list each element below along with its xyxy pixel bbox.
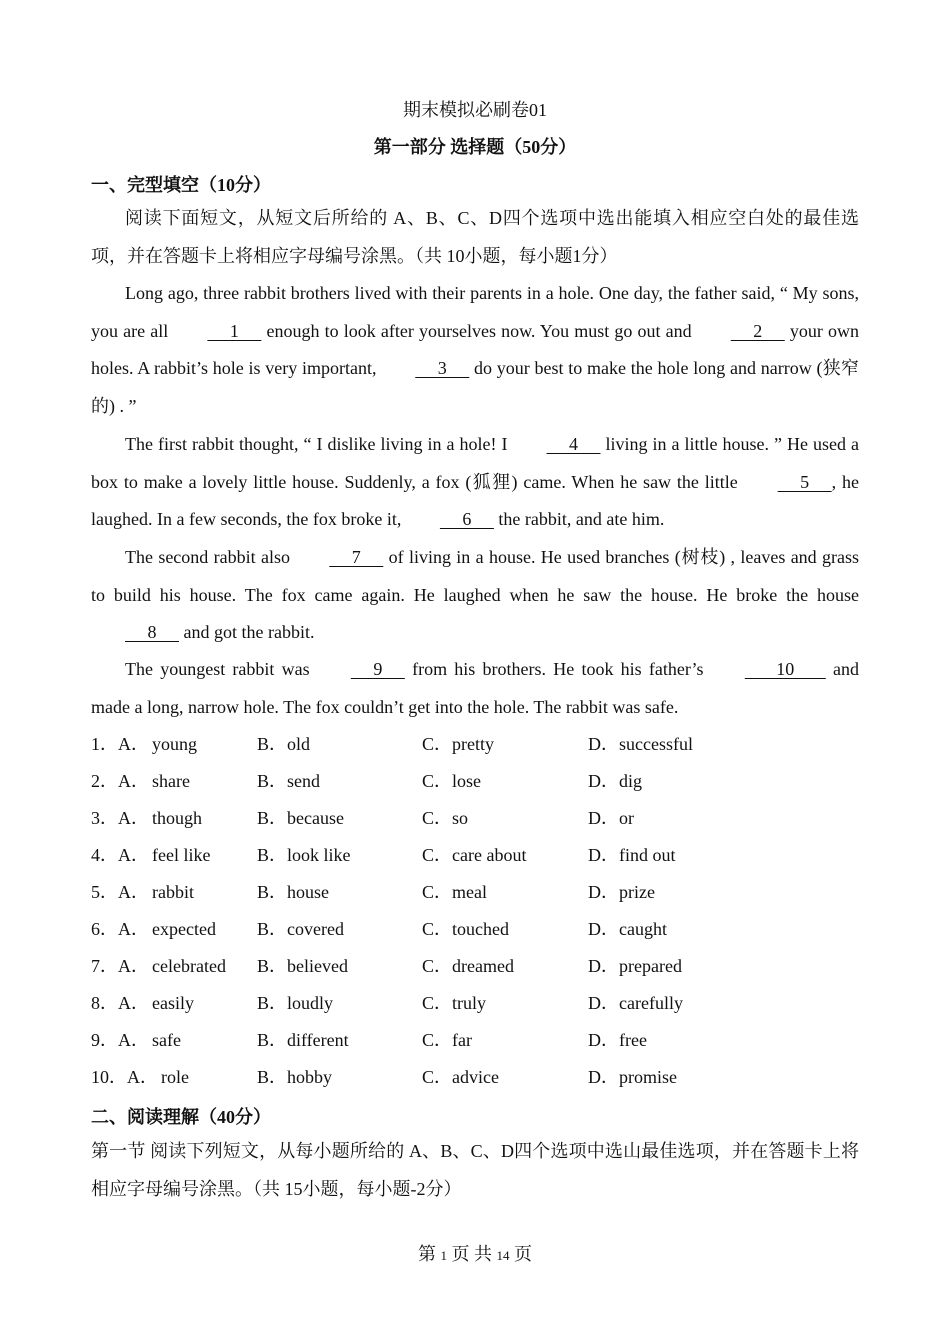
passage-text: from his brothers. He took his father’s (404, 659, 711, 679)
question-options-row (91, 1059, 859, 1096)
option-d[interactable]: D．caught (588, 919, 667, 939)
passage-text: the rabbit, and ate him. (493, 509, 665, 529)
option-b[interactable]: B．look like (257, 845, 351, 865)
option-b[interactable]: B．believed (257, 956, 348, 976)
question-number: 6．A． (91, 919, 149, 939)
option-d[interactable]: D．prize (588, 882, 655, 902)
option-d[interactable]: D．or (588, 808, 634, 828)
passage-paragraph-2 (91, 426, 859, 539)
passage-paragraph-1 (91, 275, 859, 425)
option-b[interactable]: B．send (257, 771, 320, 791)
question-options-row (91, 948, 859, 985)
option-a[interactable]: young (152, 734, 197, 754)
option-a[interactable]: feel like (152, 845, 211, 865)
option-c[interactable]: C．meal (422, 882, 487, 902)
option-a[interactable]: expected (152, 919, 216, 939)
option-c[interactable]: C．care about (422, 845, 527, 865)
question-options-row (91, 763, 859, 800)
passage-text: of living in a house. He used branches (树枝) , leaves and grass to build his house. The fox came again. He laughed when he saw the house. He broke the house (91, 547, 860, 605)
option-c[interactable]: C．far (422, 1030, 472, 1050)
option-c[interactable]: C．advice (422, 1067, 499, 1087)
footer-text: 页 (509, 1244, 532, 1264)
blank-9[interactable]: 9 (350, 659, 405, 679)
passage-text: living in a little house. ” He used a box to make a lovely little house. Suddenly, a fox (狐狸) came. When he saw the little (91, 434, 859, 492)
footer-text: 页 共 (447, 1244, 497, 1264)
blank-3[interactable]: 3 (415, 358, 470, 378)
blank-7[interactable]: 7 (329, 547, 384, 567)
question-number: 8．A． (91, 993, 149, 1013)
passage-text: do your best to make the hole long and narrow (狭窄的) . ” (91, 358, 859, 416)
blank-6[interactable]: 6 (439, 509, 494, 529)
option-b[interactable]: B．because (257, 808, 344, 828)
question-options-row (91, 985, 859, 1022)
passage-paragraph-4 (91, 651, 859, 726)
option-b[interactable]: B．old (257, 734, 311, 754)
option-d[interactable]: D．dig (588, 771, 642, 791)
blank-2[interactable]: 2 (730, 320, 785, 341)
section1-heading: 一、完型填空（10分） (91, 175, 271, 195)
blank-4[interactable]: 4 (546, 434, 601, 454)
option-d[interactable]: D．carefully (588, 993, 683, 1013)
question-options-row (91, 911, 859, 948)
option-b[interactable]: B．hobby (257, 1067, 333, 1087)
passage-text: Long ago, three rabbit brothers lived with their parents in a hole. One day, the father said, “ My sons, you are all (91, 283, 859, 341)
part-title: 第一部分 选择题（50分） (373, 137, 577, 157)
option-a[interactable]: role (161, 1067, 189, 1087)
option-c[interactable]: C．lose (422, 771, 482, 791)
passage-text: , he laughed. In a few seconds, the fox broke it, (91, 471, 859, 529)
option-a[interactable]: easily (152, 993, 194, 1013)
option-d[interactable]: D．promise (588, 1067, 677, 1087)
blank-8[interactable]: 8 (125, 622, 179, 642)
page-footer (91, 1240, 859, 1266)
question-options-row (91, 874, 859, 911)
passage-text: enough to look after yourselves now. You must go out and (261, 320, 697, 341)
question-number: 3．A． (91, 808, 149, 828)
option-c[interactable]: C．dreamed (422, 956, 514, 976)
doc-title: 期末模拟必刷卷01 (403, 100, 547, 120)
option-b[interactable]: B．loudly (257, 993, 334, 1013)
question-number: 10．A． (91, 1067, 158, 1087)
option-a[interactable]: rabbit (152, 882, 194, 902)
section2-heading: 二、阅读理解（40分） (91, 1107, 271, 1127)
footer-text: 第 (418, 1244, 441, 1264)
question-options-row (91, 1022, 859, 1059)
page-number: 1 (440, 1248, 447, 1263)
option-b[interactable]: B．covered (257, 919, 344, 939)
option-a[interactable]: celebrated (152, 956, 226, 976)
total-pages: 14 (496, 1248, 510, 1263)
question-number: 4．A． (91, 845, 149, 865)
option-d[interactable]: D．prepared (588, 956, 682, 976)
question-number: 9．A． (91, 1030, 149, 1050)
question-number: 7．A． (91, 956, 149, 976)
question-options-row (91, 837, 859, 874)
passage-text: and got the rabbit. (179, 622, 315, 642)
passage-text: The youngest rabbit was (125, 659, 317, 679)
option-b[interactable]: B．different (257, 1030, 349, 1050)
blank-1[interactable]: 1 (207, 320, 262, 341)
option-a[interactable]: share (152, 771, 190, 791)
option-c[interactable]: C．touched (422, 919, 509, 939)
option-c[interactable]: C．truly (422, 993, 487, 1013)
question-options-row (91, 800, 859, 837)
passage-text: The second rabbit also (125, 547, 296, 567)
passage-paragraph-3 (91, 539, 859, 652)
blank-10[interactable]: 10 (744, 659, 826, 679)
section1-instruction: 阅读下面短文，从短文后所给的 A、B、C、D四个选项中选出能填入相应空白处的最佳选项，并在答题卡上将相应字母编号涂黑。（共 10小题，每小题1分） (91, 208, 859, 266)
option-d[interactable]: D．successful (588, 734, 693, 754)
blank-5[interactable]: 5 (777, 471, 832, 492)
option-c[interactable]: C．so (422, 808, 469, 828)
question-number: 2．A． (91, 771, 149, 791)
passage-text: The first rabbit thought, “ I dislike living in a hole! I (125, 434, 513, 454)
option-d[interactable]: D．find out (588, 845, 676, 865)
passage-text: and made a long, narrow hole. The fox couldn’t get into the hole. The rabbit was safe. (91, 659, 859, 717)
option-a[interactable]: though (152, 808, 203, 828)
option-a[interactable]: safe (152, 1030, 181, 1050)
option-d[interactable]: D．free (588, 1030, 647, 1050)
option-c[interactable]: C．pretty (422, 734, 494, 754)
question-number: 5．A． (91, 882, 149, 902)
question-options-row (91, 726, 859, 763)
passage-text: your own holes. A rabbit’s hole is very important, (91, 320, 859, 378)
question-number: 1．A． (91, 734, 149, 754)
option-b[interactable]: B．house (257, 882, 329, 902)
section2-instruction: 第一节 阅读下列短文，从每小题所给的 A、B、C、D四个选项中选山最佳选项，并在答题卡上将相应字母编号涂黑。（共 15小题，每小题-2分） (91, 1141, 859, 1199)
